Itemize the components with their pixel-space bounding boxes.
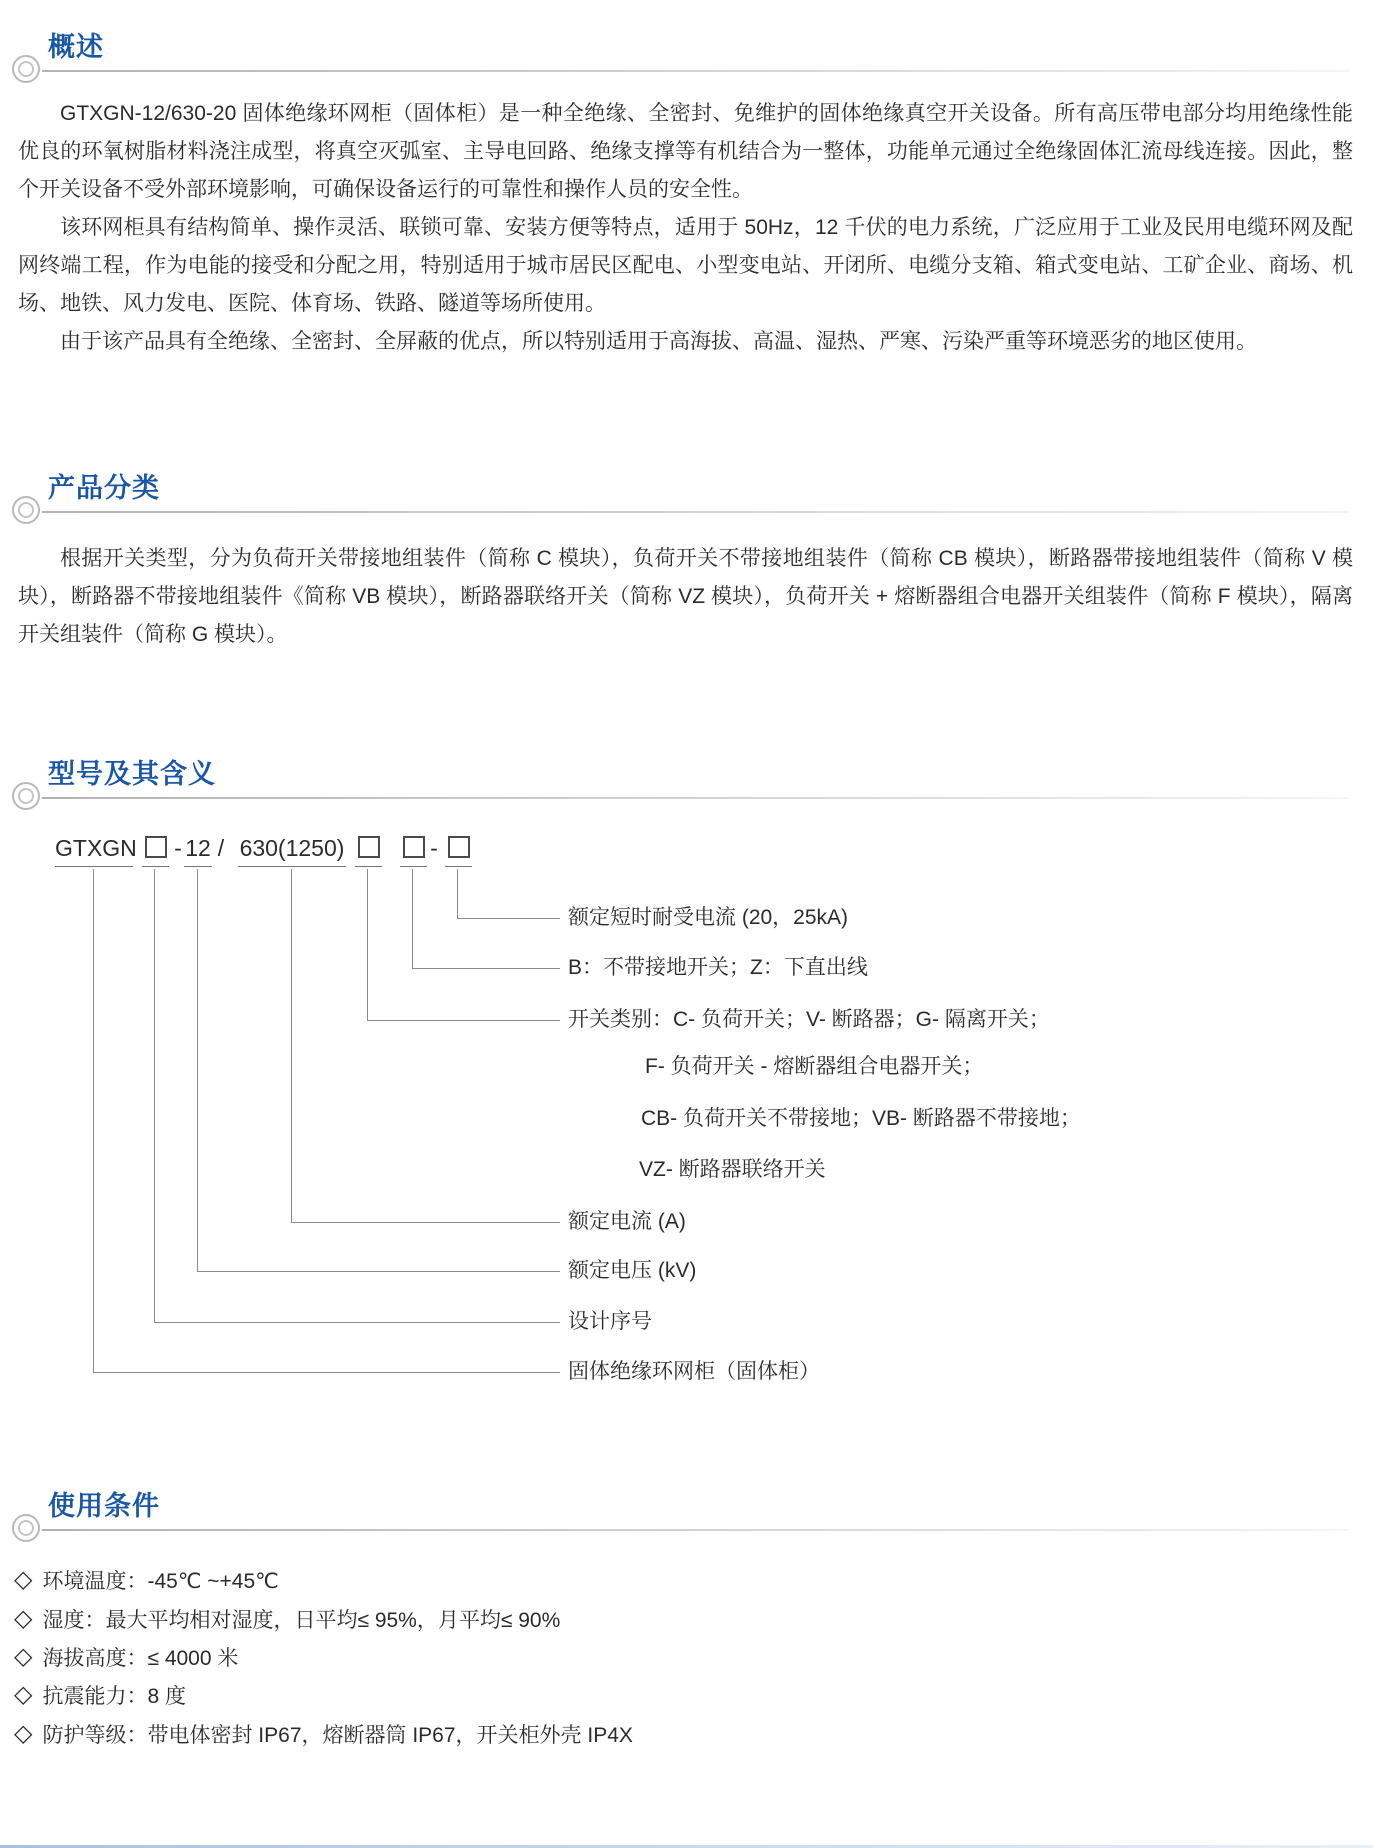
- ring-ornament-icon: [12, 782, 40, 810]
- model-label-design-serial: 设计序号: [568, 1310, 652, 1333]
- diamond-icon: ◇: [14, 1642, 33, 1670]
- ring-ornament-icon: [12, 55, 40, 83]
- model-segment-current: 630(1250): [238, 835, 346, 867]
- diamond-icon: ◇: [14, 1719, 33, 1747]
- placeholder-box: [403, 836, 425, 858]
- model-segment-short-current: [445, 835, 472, 867]
- list-item: [14, 1715, 1353, 1753]
- condition-text: 防护等级：带电体密封 IP67，熔断器筒 IP67，开关柜外壳 IP4X: [42, 1723, 633, 1747]
- connector-vline: [367, 869, 368, 1021]
- condition-text: 湿度：最大平均相对湿度，日平均≤ 95%，月平均≤ 90%: [42, 1608, 561, 1632]
- model-label-rated-current: 额定电流 (A): [568, 1210, 686, 1233]
- ring-inner-icon: [18, 1520, 34, 1536]
- connector-vline: [291, 869, 292, 1223]
- ring-ornament-icon: [12, 1514, 40, 1542]
- model-label-switch-type-cb: CB- 负荷开关不带接地；VB- 断路器不带接地；: [641, 1107, 1081, 1130]
- paragraph: 该环网柜具有结构简单、操作灵活、联锁可靠、安装方便等特点，适用于 50Hz，12 千伏的电力系统，广泛应用于工业及民用电缆环网及配网终端工程，作为电能的接受和分配之用，特别适用于城市居民区配电、小型变电站、开闭所、电缆分支箱、箱式变电站、工矿企业、商场、机场、地铁、风力发电、医院、体育场、铁路、隧道等场所使用。: [18, 216, 1353, 315]
- model-segment-voltage: 12: [184, 835, 212, 867]
- section-header-overview: [0, 30, 1373, 72]
- model-segment-brand: GTXGN: [55, 835, 133, 867]
- model-label-switch-type-f: F- 负荷开关 - 熔断器组合电器开关；: [645, 1055, 984, 1078]
- section-divider: [42, 511, 1349, 513]
- model-segment-switch-type: [355, 835, 382, 867]
- section-title-conditions: 使用条件: [48, 1491, 160, 1521]
- model-label-switch-type-vz: VZ- 断路器联络开关: [639, 1158, 826, 1181]
- connector-vline: [197, 869, 198, 1272]
- connector-hline: [457, 918, 560, 919]
- connector-hline: [367, 1020, 560, 1021]
- paragraph: 根据开关类型，分为负荷开关带接地组装件（简称 C 模块），负荷开关不带接地组装件（简称 CB 模块），断路器带接地组装件（简称 V 模块），断路器不带接地组装件《简称 VB 模块），断路器联络开关（简称 VZ 模块），负荷开关 + 熔断器组合电器开关组装件（简称 F 模块），隔离开关组装件（简称 G 模块）。: [18, 547, 1353, 646]
- ring-inner-icon: [18, 788, 34, 804]
- connector-vline: [412, 869, 413, 969]
- connector-hline: [291, 1222, 560, 1223]
- section-divider: [42, 70, 1349, 72]
- placeholder-box: [145, 836, 167, 858]
- section-title-model: 型号及其含义: [48, 759, 216, 789]
- model-diagram: [0, 835, 1373, 1410]
- section-header-classification: [0, 471, 1373, 513]
- section-divider: [42, 797, 1349, 799]
- connector-vline: [93, 869, 94, 1373]
- ring-inner-icon: [18, 502, 34, 518]
- ring-ornament-icon: [12, 496, 40, 524]
- diamond-icon: ◇: [14, 1604, 33, 1632]
- list-item: [14, 1561, 1353, 1599]
- section-title-classification: 产品分类: [48, 473, 160, 503]
- condition-text: 海拔高度：≤ 4000 米: [42, 1646, 239, 1670]
- classification-body: [18, 540, 1353, 654]
- connector-hline: [412, 968, 560, 969]
- section-header-model: [0, 757, 1373, 799]
- condition-text: 环境温度：-45℃ ~+45℃: [42, 1570, 279, 1594]
- paragraph: GTXGN-12/630-20 固体绝缘环网柜（固体柜）是一种全绝缘、全密封、免维护的固体绝缘真空开关设备。所有高压带电部分均用绝缘性能优良的环氧树脂材料浇注成型，将真空灭弧室、主导电回路、绝缘支撑等有机结合为一整体，功能单元通过全绝缘固体汇流母线连接。因此，整个开关设备不受外部环境影响，可确保设备运行的可靠性和操作人员的安全性。: [18, 102, 1353, 201]
- section-header-conditions: [0, 1489, 1373, 1531]
- list-item: [14, 1638, 1353, 1676]
- paragraph: 由于该产品具有全绝缘、全密封、全屏蔽的优点，所以特别适用于高海拔、高温、湿热、严寒、污染严重等环境恶劣的地区使用。: [60, 330, 1257, 353]
- ring-inner-icon: [18, 61, 34, 77]
- connector-vline: [457, 869, 458, 919]
- list-item: [14, 1599, 1353, 1637]
- placeholder-box: [448, 836, 470, 858]
- placeholder-box: [358, 836, 380, 858]
- condition-text: 抗震能力：8 度: [42, 1685, 186, 1709]
- connector-hline: [197, 1271, 560, 1272]
- model-separator: -: [174, 835, 182, 861]
- overview-body: [18, 95, 1353, 361]
- model-label-product-name: 固体绝缘环网柜（固体柜）: [568, 1360, 820, 1383]
- list-item: [14, 1676, 1353, 1714]
- section-divider: [42, 1529, 1349, 1531]
- model-segment-design: [142, 835, 169, 867]
- model-label-earth: B：不带接地开关；Z：下直出线: [568, 956, 868, 979]
- diamond-icon: ◇: [14, 1566, 33, 1594]
- connector-vline: [154, 869, 155, 1323]
- model-label-short-current: 额定短时耐受电流 (20，25kA): [568, 906, 849, 929]
- connector-hline: [154, 1322, 560, 1323]
- connector-hline: [93, 1372, 560, 1373]
- model-separator: /: [217, 835, 225, 861]
- diamond-icon: ◇: [14, 1681, 33, 1709]
- model-label-rated-voltage: 额定电压 (kV): [568, 1259, 697, 1282]
- conditions-list: [14, 1561, 1353, 1753]
- model-segment-earth: [400, 835, 427, 867]
- model-separator: -: [430, 835, 438, 861]
- model-label-switch-type: 开关类别：C- 负荷开关；V- 断路器；G- 隔离开关；: [568, 1008, 1050, 1031]
- section-title-overview: 概述: [48, 32, 104, 62]
